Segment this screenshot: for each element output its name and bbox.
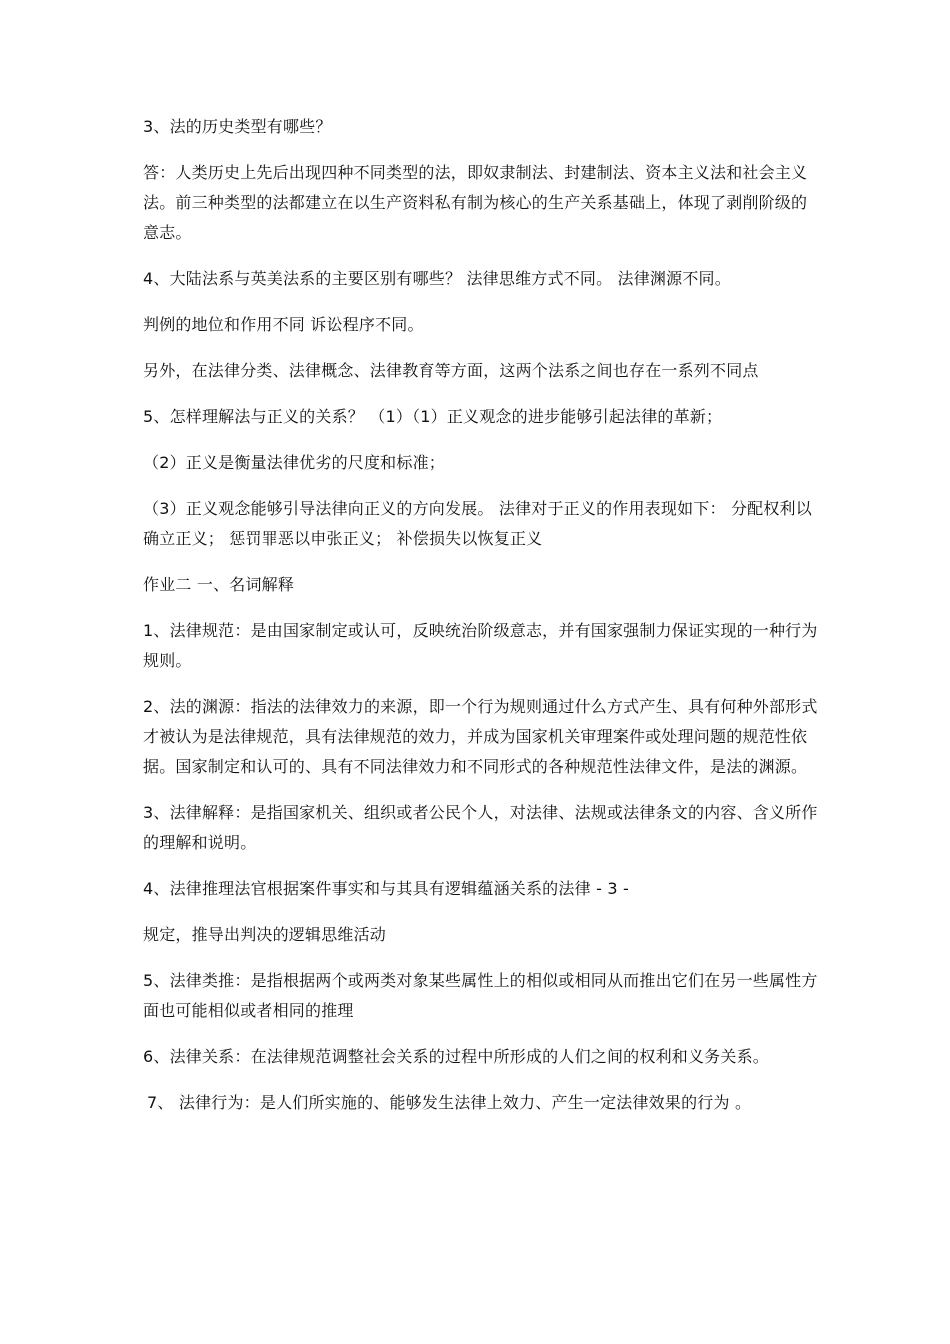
- paragraph-q4-points: 判例的地位和作用不同 诉讼程序不同。: [143, 315, 424, 334]
- section-heading-homework-2: 作业二 一、名词解释: [143, 575, 295, 594]
- definition-legal-norm: 1、法律规范：是由国家制定或认可，反映统治阶级意志，并有国家强制力保证实现的一种行为规则。: [143, 621, 818, 670]
- definition-legal-act: 7、 法律行为：是人们所实施的、能够发生法律上效力、产生一定法律效果的行为 。: [147, 1093, 752, 1112]
- paragraph-q5-point-2: （2）正义是衡量法律优劣的尺度和标准；: [143, 453, 445, 472]
- definition-legal-reasoning-cont: 规定，推导出判决的逻辑思维活动: [143, 925, 387, 944]
- definition-legal-reasoning: 4、法律推理法官根据案件事实和与其具有逻辑蕴涵关系的法律 - 3 -: [143, 879, 629, 898]
- definition-legal-analogy: 5、法律类推：是指根据两个或两类对象某些属性上的相似或相同从而推出它们在另一些属性方面也可能相似或者相同的推理: [143, 971, 818, 1020]
- paragraph-q4-other: 另外，在法律分类、法律概念、法律教育等方面，这两个法系之间也存在一系列不同点: [143, 361, 759, 380]
- definition-legal-relation: 6、法律关系：在法律规范调整社会关系的过程中所形成的人们之间的权利和义务关系。: [143, 1047, 769, 1066]
- paragraph-q3-heading: 3、法的历史类型有哪些？: [143, 117, 332, 136]
- paragraph-q5-point-3: （3）正义观念能够引导法律向正义的方向发展。 法律对于正义的作用表现如下： 分配权利以确立正义； 惩罚罪恶以申张正义； 补偿损失以恢复正义: [143, 499, 812, 548]
- paragraph-q4-heading: 4、大陆法系与英美法系的主要区别有哪些？ 法律思维方式不同。 法律渊源不同。: [143, 269, 731, 288]
- definition-source-of-law: 2、法的渊源：指法的法律效力的来源，即一个行为规则通过什么方式产生、具有何种外部形式才被认为是法律规范，具有法律规范的效力，并成为国家机关审理案件或处理问题的规范性依据。国家制定和认可的、具有不同法律效力和不同形式的各种规范性法律文件，是法的渊源。: [143, 697, 818, 776]
- definition-legal-interpretation: 3、法律解释：是指国家机关、组织或者公民个人，对法律、法规或法律条文的内容、含义所作的理解和说明。: [143, 803, 818, 852]
- document-body: [143, 112, 823, 1118]
- paragraph-q3-answer: 答：人类历史上先后出现四种不同类型的法，即奴隶制法、封建制法、资本主义法和社会主义法。前三种类型的法都建立在以生产资料私有制为核心的生产关系基础上，体现了剥削阶级的意志。: [143, 163, 808, 242]
- paragraph-q5-heading: 5、怎样理解法与正义的关系？ （1）（1）正义观念的进步能够引起法律的革新；: [143, 407, 723, 426]
